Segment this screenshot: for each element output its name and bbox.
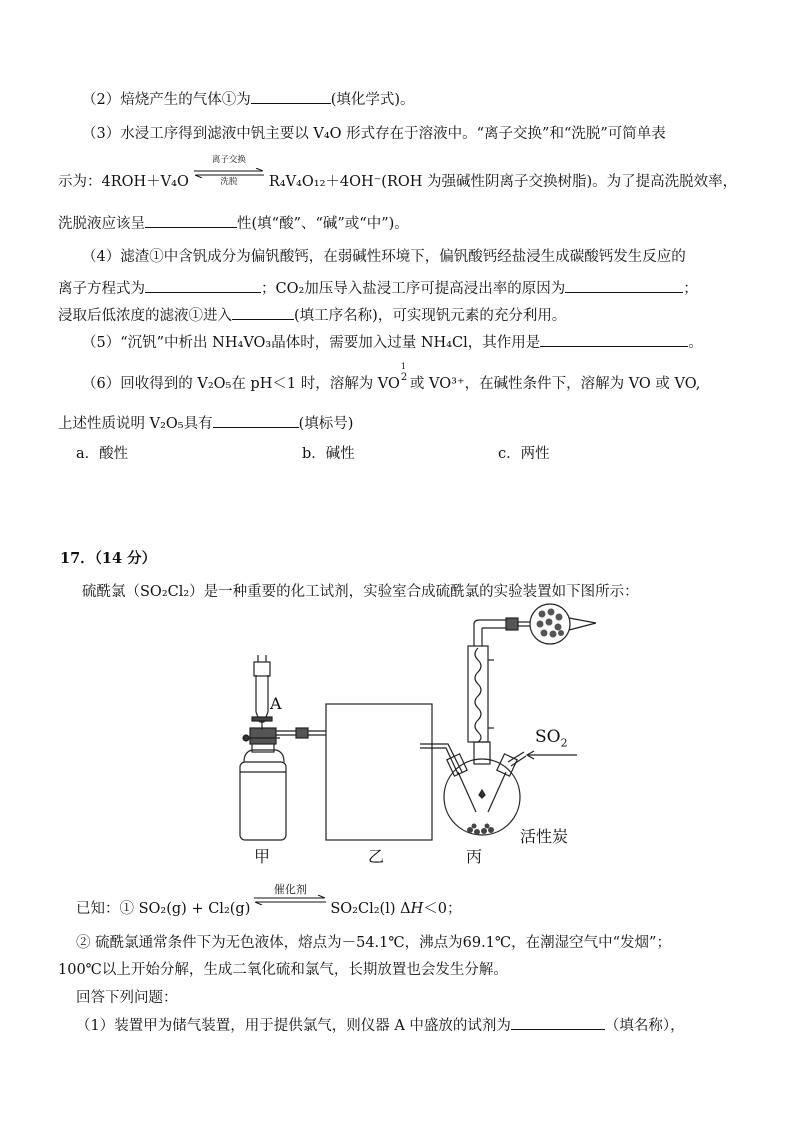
answer-blank[interactable] <box>565 278 683 293</box>
option-c[interactable]: c．两性 <box>498 446 550 462</box>
label-SO2: $SO_2$ <box>535 727 568 750</box>
reversible-reaction-arrow: 离子交换 洗脱 <box>192 168 266 186</box>
reflux-condenser <box>468 646 488 742</box>
answer-blank[interactable] <box>540 332 688 347</box>
answer-blank[interactable] <box>145 278 261 293</box>
label-bing: 丙 <box>466 847 483 866</box>
answer-blank[interactable] <box>251 89 331 104</box>
three-neck-flask <box>444 759 520 835</box>
q16-p2-text: （2）焙烧产生的气体①为 (填化学式)。 <box>82 88 415 109</box>
separatory-funnel <box>243 655 280 741</box>
answer-blank[interactable] <box>511 1015 605 1030</box>
label-activated-carbon: 活性炭 <box>520 827 569 846</box>
answer-blank[interactable] <box>232 305 294 320</box>
label-jia: 甲 <box>254 847 271 866</box>
answer-blank[interactable] <box>145 213 237 228</box>
answer-blank[interactable] <box>213 413 299 428</box>
label-A: A <box>270 694 282 713</box>
catalyst-arrow: 催化剂 <box>252 895 328 913</box>
drying-tube <box>530 604 570 644</box>
option-a[interactable]: a．酸性 <box>76 446 129 462</box>
label-yi: 乙 <box>368 847 385 866</box>
option-b[interactable]: b．碱性 <box>302 446 355 462</box>
storage-bottle <box>240 728 286 840</box>
apparatus-yi-box <box>326 704 432 840</box>
